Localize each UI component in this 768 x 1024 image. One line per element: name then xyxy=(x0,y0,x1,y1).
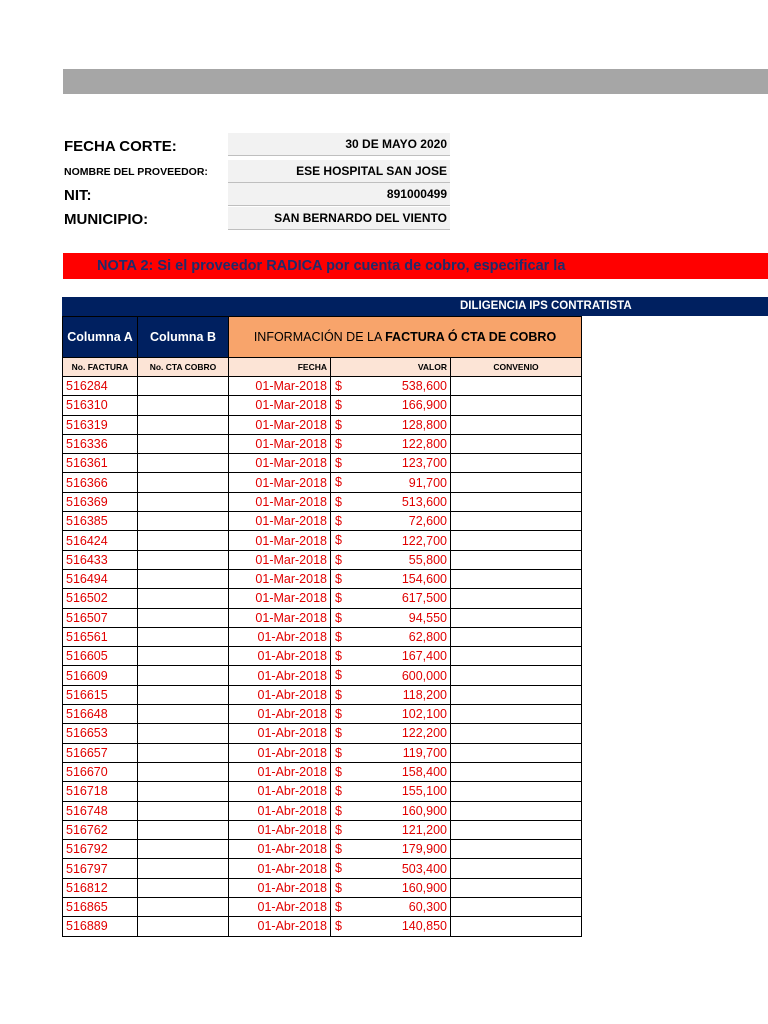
cta-cobro-cell[interactable] xyxy=(138,396,229,415)
fecha-cell[interactable]: 01-Mar-2018 xyxy=(229,454,331,473)
fecha-cell[interactable]: 01-Abr-2018 xyxy=(229,666,331,685)
cta-cobro-cell[interactable] xyxy=(138,666,229,685)
convenio-cell[interactable] xyxy=(451,820,582,839)
diligencia-banner xyxy=(62,297,768,316)
valor-cell[interactable] xyxy=(331,473,451,492)
valor-amount: 72,600 xyxy=(408,514,447,529)
table-row xyxy=(63,454,582,473)
cta-cobro-cell[interactable] xyxy=(138,627,229,646)
currency-symbol: $ xyxy=(335,919,342,934)
fecha-cell[interactable]: 01-Abr-2018 xyxy=(229,705,331,724)
convenio-cell[interactable] xyxy=(451,492,582,511)
valor-amount: 179,900 xyxy=(401,842,447,857)
convenio-cell[interactable] xyxy=(451,898,582,917)
convenio-cell[interactable] xyxy=(451,859,582,878)
currency-symbol: $ xyxy=(335,417,342,432)
valor-amount: 160,900 xyxy=(401,803,447,818)
valor-cell[interactable] xyxy=(331,820,451,839)
valor-cell[interactable] xyxy=(331,589,451,608)
valor-cell[interactable] xyxy=(331,898,451,917)
valor-cell[interactable] xyxy=(331,724,451,743)
convenio-cell[interactable] xyxy=(451,473,582,492)
convenio-cell[interactable] xyxy=(451,377,582,396)
convenio-cell[interactable] xyxy=(451,724,582,743)
valor-amount: 122,800 xyxy=(401,437,447,452)
cta-cobro-cell[interactable] xyxy=(138,782,229,801)
currency-symbol: $ xyxy=(335,456,342,471)
nota-text: NOTA 2: Si el proveedor RADICA por cuenta de cobro, especificar la xyxy=(97,258,566,274)
proveedor-label: NOMBRE DEL PROVEEDOR: xyxy=(64,166,208,178)
factura-cell[interactable]: 516366 xyxy=(63,473,138,492)
valor-amount: 118,200 xyxy=(402,687,447,702)
facturas-table xyxy=(62,316,582,937)
informacion-header xyxy=(229,317,582,358)
table-row xyxy=(63,705,582,724)
factura-cell[interactable]: 516507 xyxy=(63,608,138,627)
convenio-cell[interactable] xyxy=(451,434,582,453)
valor-cell[interactable] xyxy=(331,801,451,820)
currency-symbol: $ xyxy=(335,784,342,799)
cta-cobro-cell[interactable] xyxy=(138,685,229,704)
currency-symbol: $ xyxy=(335,514,342,529)
factura-cell[interactable]: 516865 xyxy=(63,898,138,917)
valor-cell[interactable] xyxy=(331,666,451,685)
cta-cobro-cell[interactable] xyxy=(138,840,229,859)
valor-cell[interactable] xyxy=(331,917,451,936)
proveedor-value[interactable]: ESE HOSPITAL SAN JOSE xyxy=(228,160,450,183)
cta-cobro-cell[interactable] xyxy=(138,898,229,917)
table-row xyxy=(63,627,582,646)
no-cta-cobro-header[interactable]: No. CTA COBRO xyxy=(138,358,229,377)
valor-cell[interactable] xyxy=(331,569,451,588)
fecha-cell[interactable]: 01-Mar-2018 xyxy=(229,608,331,627)
valor-cell[interactable] xyxy=(331,705,451,724)
table-body xyxy=(63,377,582,937)
factura-cell[interactable]: 516433 xyxy=(63,550,138,569)
convenio-cell[interactable] xyxy=(451,415,582,434)
fecha-cell[interactable]: 01-Mar-2018 xyxy=(229,589,331,608)
fecha-corte-label: FECHA CORTE: xyxy=(64,138,177,155)
currency-symbol: $ xyxy=(335,591,342,606)
valor-amount: 140,850 xyxy=(401,919,447,934)
convenio-cell[interactable] xyxy=(451,396,582,415)
convenio-cell[interactable] xyxy=(451,743,582,762)
fecha-cell[interactable]: 01-Abr-2018 xyxy=(229,743,331,762)
factura-cell[interactable]: 516718 xyxy=(63,782,138,801)
valor-amount: 62,800 xyxy=(408,630,447,644)
currency-symbol: $ xyxy=(335,900,342,915)
currency-symbol: $ xyxy=(335,880,342,895)
table-row xyxy=(63,396,582,415)
table-row xyxy=(63,724,582,743)
informacion-bold: FACTURA Ó CTA DE COBRO xyxy=(385,330,557,344)
factura-cell[interactable]: 516648 xyxy=(63,705,138,724)
cta-cobro-cell[interactable] xyxy=(138,415,229,434)
convenio-cell[interactable] xyxy=(451,782,582,801)
convenio-cell[interactable] xyxy=(451,512,582,531)
valor-amount: 513,600 xyxy=(401,494,447,509)
table-row xyxy=(63,840,582,859)
convenio-cell[interactable] xyxy=(451,840,582,859)
valor-amount: 166,900 xyxy=(401,398,447,413)
table-row xyxy=(63,473,582,492)
valor-amount: 617,500 xyxy=(401,591,447,606)
cta-cobro-cell[interactable] xyxy=(138,473,229,492)
cta-cobro-cell[interactable] xyxy=(138,743,229,762)
convenio-cell[interactable] xyxy=(451,685,582,704)
no-factura-header[interactable]: No. FACTURA xyxy=(63,358,138,377)
factura-cell[interactable]: 516762 xyxy=(63,820,138,839)
convenio-cell[interactable] xyxy=(451,878,582,897)
cta-cobro-cell[interactable] xyxy=(138,820,229,839)
column-a-header[interactable]: Columna A xyxy=(63,317,138,358)
table-row xyxy=(63,666,582,685)
cta-cobro-cell[interactable] xyxy=(138,512,229,531)
factura-cell[interactable]: 516889 xyxy=(63,917,138,936)
currency-symbol: $ xyxy=(335,668,342,683)
valor-cell[interactable] xyxy=(331,685,451,704)
valor-cell[interactable] xyxy=(331,878,451,897)
cta-cobro-cell[interactable] xyxy=(138,647,229,666)
cta-cobro-cell[interactable] xyxy=(138,569,229,588)
table-row xyxy=(63,377,582,396)
municipio-label: MUNICIPIO: xyxy=(64,211,149,228)
convenio-cell[interactable] xyxy=(451,454,582,473)
convenio-cell[interactable] xyxy=(451,647,582,666)
table-row xyxy=(63,762,582,781)
convenio-cell[interactable] xyxy=(451,762,582,781)
valor-header[interactable]: VALOR xyxy=(331,358,451,377)
fecha-cell[interactable]: 01-Abr-2018 xyxy=(229,859,331,878)
convenio-cell[interactable] xyxy=(451,705,582,724)
nota-banner xyxy=(63,253,768,279)
fecha-header[interactable]: FECHA xyxy=(229,358,331,377)
table-row xyxy=(63,589,582,608)
currency-symbol: $ xyxy=(335,745,342,760)
nit-label: NIT: xyxy=(64,187,92,204)
valor-cell[interactable] xyxy=(331,396,451,415)
currency-symbol: $ xyxy=(335,494,342,509)
valor-amount: 538,600 xyxy=(401,379,447,394)
cta-cobro-cell[interactable] xyxy=(138,550,229,569)
fecha-cell[interactable]: 01-Mar-2018 xyxy=(229,415,331,434)
valor-cell[interactable] xyxy=(331,415,451,434)
cta-cobro-cell[interactable] xyxy=(138,531,229,550)
municipio-value[interactable]: SAN BERNARDO DEL VIENTO xyxy=(228,207,450,230)
cta-cobro-cell[interactable] xyxy=(138,801,229,820)
table-row xyxy=(63,685,582,704)
valor-cell[interactable] xyxy=(331,743,451,762)
currency-symbol: $ xyxy=(335,764,342,779)
cta-cobro-cell[interactable] xyxy=(138,917,229,936)
cta-cobro-cell[interactable] xyxy=(138,705,229,724)
valor-cell[interactable] xyxy=(331,492,451,511)
valor-amount: 60,300 xyxy=(408,900,447,915)
convenio-cell[interactable] xyxy=(451,531,582,550)
valor-amount: 102,100 xyxy=(401,707,447,722)
table-row xyxy=(63,878,582,897)
fecha-corte-value[interactable]: 30 DE MAYO 2020 xyxy=(228,133,450,156)
factura-cell[interactable]: 516494 xyxy=(63,569,138,588)
valor-amount: 128,800 xyxy=(401,417,447,432)
cta-cobro-cell[interactable] xyxy=(138,377,229,396)
valor-cell[interactable] xyxy=(331,647,451,666)
convenio-cell[interactable] xyxy=(451,550,582,569)
currency-symbol: $ xyxy=(335,861,342,876)
fecha-cell[interactable]: 01-Mar-2018 xyxy=(229,512,331,531)
valor-cell[interactable] xyxy=(331,608,451,627)
factura-cell[interactable]: 516561 xyxy=(63,627,138,646)
valor-cell[interactable] xyxy=(331,550,451,569)
valor-amount: 155,100 xyxy=(401,784,447,799)
convenio-cell[interactable] xyxy=(451,801,582,820)
fecha-cell[interactable]: 01-Abr-2018 xyxy=(229,782,331,801)
fecha-cell[interactable]: 01-Mar-2018 xyxy=(229,550,331,569)
valor-amount: 91,700 xyxy=(408,475,447,490)
currency-symbol: $ xyxy=(335,379,342,393)
currency-symbol: $ xyxy=(335,629,342,644)
table-row xyxy=(63,820,582,839)
factura-cell[interactable]: 516605 xyxy=(63,647,138,666)
valor-amount: 600,000 xyxy=(401,668,447,683)
fecha-cell[interactable]: 01-Abr-2018 xyxy=(229,898,331,917)
cta-cobro-cell[interactable] xyxy=(138,454,229,473)
valor-cell[interactable] xyxy=(331,454,451,473)
factura-cell[interactable]: 516385 xyxy=(63,512,138,531)
factura-cell[interactable]: 516336 xyxy=(63,434,138,453)
cta-cobro-cell[interactable] xyxy=(138,434,229,453)
valor-amount: 167,400 xyxy=(401,649,447,664)
currency-symbol: $ xyxy=(335,842,342,857)
table-row xyxy=(63,434,582,453)
factura-cell[interactable]: 516361 xyxy=(63,454,138,473)
table-row xyxy=(63,743,582,762)
currency-symbol: $ xyxy=(335,649,342,664)
fecha-cell[interactable]: 01-Abr-2018 xyxy=(229,724,331,743)
convenio-cell[interactable] xyxy=(451,666,582,685)
currency-symbol: $ xyxy=(335,687,342,702)
currency-symbol: $ xyxy=(335,552,342,567)
factura-cell[interactable]: 516797 xyxy=(63,859,138,878)
cta-cobro-cell[interactable] xyxy=(138,859,229,878)
table-row xyxy=(63,608,582,627)
convenio-cell[interactable] xyxy=(451,917,582,936)
table-row xyxy=(63,782,582,801)
nit-value[interactable]: 891000499 xyxy=(228,183,450,206)
factura-cell[interactable]: 516609 xyxy=(63,666,138,685)
valor-cell[interactable] xyxy=(331,859,451,878)
fecha-cell[interactable]: 01-Mar-2018 xyxy=(229,473,331,492)
valor-cell[interactable] xyxy=(331,627,451,646)
factura-cell[interactable]: 516319 xyxy=(63,415,138,434)
factura-cell[interactable]: 516670 xyxy=(63,762,138,781)
cta-cobro-cell[interactable] xyxy=(138,589,229,608)
valor-cell[interactable] xyxy=(331,512,451,531)
fecha-cell[interactable]: 01-Mar-2018 xyxy=(229,377,331,396)
currency-symbol: $ xyxy=(335,726,342,741)
currency-symbol: $ xyxy=(335,398,342,413)
factura-cell[interactable]: 516284 xyxy=(63,377,138,396)
factura-cell[interactable]: 516653 xyxy=(63,724,138,743)
fecha-cell[interactable]: 01-Abr-2018 xyxy=(229,878,331,897)
fecha-cell[interactable]: 01-Mar-2018 xyxy=(229,396,331,415)
factura-cell[interactable]: 516424 xyxy=(63,531,138,550)
currency-symbol: $ xyxy=(335,610,342,625)
convenio-cell[interactable] xyxy=(451,608,582,627)
fecha-cell[interactable]: 01-Mar-2018 xyxy=(229,492,331,511)
convenio-cell[interactable] xyxy=(451,627,582,646)
table-row xyxy=(63,917,582,936)
valor-amount: 55,800 xyxy=(408,552,447,567)
valor-amount: 122,700 xyxy=(401,533,447,548)
valor-amount: 94,550 xyxy=(408,610,447,625)
fecha-cell[interactable]: 01-Abr-2018 xyxy=(229,820,331,839)
fecha-cell[interactable]: 01-Abr-2018 xyxy=(229,762,331,781)
factura-cell[interactable]: 516812 xyxy=(63,878,138,897)
column-b-header[interactable]: Columna B xyxy=(138,317,229,358)
table-row xyxy=(63,415,582,434)
factura-cell[interactable]: 516369 xyxy=(63,492,138,511)
valor-cell[interactable] xyxy=(331,377,451,396)
fecha-cell[interactable]: 01-Abr-2018 xyxy=(229,685,331,704)
fecha-cell[interactable]: 01-Mar-2018 xyxy=(229,434,331,453)
currency-symbol: $ xyxy=(335,436,342,451)
currency-symbol: $ xyxy=(335,475,342,490)
cta-cobro-cell[interactable] xyxy=(138,724,229,743)
informacion-prefix: INFORMACIÓN DE LA xyxy=(253,330,386,344)
currency-symbol: $ xyxy=(335,571,342,586)
fecha-cell[interactable]: 01-Mar-2018 xyxy=(229,569,331,588)
table-row xyxy=(63,647,582,666)
currency-symbol: $ xyxy=(335,707,342,722)
factura-cell[interactable]: 516792 xyxy=(63,840,138,859)
factura-cell[interactable]: 516310 xyxy=(63,396,138,415)
table-row xyxy=(63,512,582,531)
top-gray-bar xyxy=(63,69,768,94)
table-row xyxy=(63,801,582,820)
valor-cell[interactable] xyxy=(331,434,451,453)
valor-amount: 123,700 xyxy=(401,456,447,471)
fecha-cell[interactable]: 01-Abr-2018 xyxy=(229,627,331,646)
valor-cell[interactable] xyxy=(331,762,451,781)
table-row xyxy=(63,859,582,878)
currency-symbol: $ xyxy=(335,822,342,837)
valor-cell[interactable] xyxy=(331,782,451,801)
valor-amount: 160,900 xyxy=(401,880,447,895)
convenio-cell[interactable] xyxy=(451,569,582,588)
fecha-cell[interactable]: 01-Mar-2018 xyxy=(229,531,331,550)
cta-cobro-cell[interactable] xyxy=(138,608,229,627)
fecha-cell[interactable]: 01-Abr-2018 xyxy=(229,801,331,820)
factura-cell[interactable]: 516657 xyxy=(63,743,138,762)
cta-cobro-cell[interactable] xyxy=(138,878,229,897)
currency-symbol: $ xyxy=(335,803,342,818)
valor-cell[interactable] xyxy=(331,840,451,859)
cta-cobro-cell[interactable] xyxy=(138,492,229,511)
convenio-header[interactable]: CONVENIO xyxy=(451,358,582,377)
fecha-cell[interactable]: 01-Abr-2018 xyxy=(229,917,331,936)
valor-amount: 121,200 xyxy=(401,822,447,837)
table-row xyxy=(63,898,582,917)
valor-amount: 119,700 xyxy=(402,745,447,760)
table-row xyxy=(63,531,582,550)
factura-cell[interactable]: 516615 xyxy=(63,685,138,704)
fecha-cell[interactable]: 01-Abr-2018 xyxy=(229,840,331,859)
convenio-cell[interactable] xyxy=(451,589,582,608)
diligencia-text: DILIGENCIA IPS CONTRATISTA xyxy=(460,300,632,312)
table-row xyxy=(63,550,582,569)
factura-cell[interactable]: 516502 xyxy=(63,589,138,608)
valor-amount: 154,600 xyxy=(401,572,447,587)
cta-cobro-cell[interactable] xyxy=(138,762,229,781)
factura-cell[interactable]: 516748 xyxy=(63,801,138,820)
valor-amount: 158,400 xyxy=(401,765,447,780)
valor-cell[interactable] xyxy=(331,531,451,550)
currency-symbol: $ xyxy=(335,533,342,548)
table-row xyxy=(63,492,582,511)
table-row xyxy=(63,569,582,588)
valor-amount: 122,200 xyxy=(401,726,447,741)
valor-amount: 503,400 xyxy=(401,861,447,876)
fecha-cell[interactable]: 01-Abr-2018 xyxy=(229,647,331,666)
